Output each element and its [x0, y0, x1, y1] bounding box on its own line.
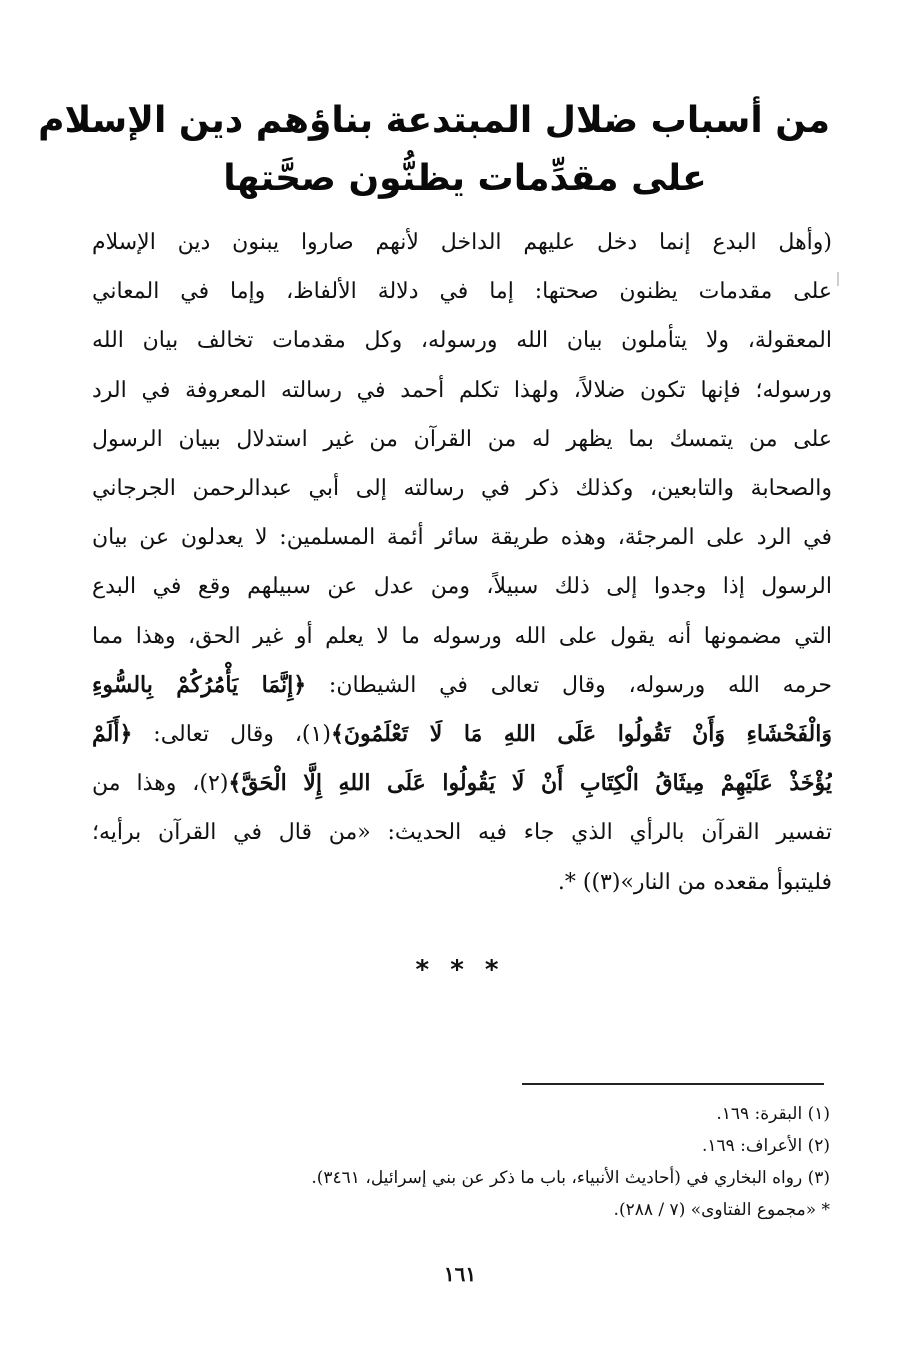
text-line: والصحابة والتابعين، وكذلك ذكر في رسالته إلى أبي عبدالرحمن الجرجاني [92, 476, 832, 502]
text-line: ورسوله؛ فإنها تكون ضلالاً، ولهذا تكلم أحمد في رسالته المعروفة في الرد [92, 377, 832, 403]
text-line: تفسير القرآن بالرأي الذي جاء فيه الحديث: «من قال في القرآن برأيه؛ [92, 820, 832, 846]
heading-line-1: من أسباب ضلال المبتدعة بناؤهم دين الإسلام [38, 100, 830, 141]
text-line: على مقدمات يظنون صحتها: إما في دلالة الألفاظ، وإما في المعاني [92, 279, 832, 305]
text-line: في الرد على المرجئة، وهذه طريقة سائر أئمة المسلمين: لا يعدلون عن بيان [92, 525, 832, 551]
line-text: حرمه الله ورسوله، وقال تعالى في الشيطان: [306, 672, 832, 698]
line-text: (١)، وقال تعالى: [132, 722, 331, 748]
text-line: فليتبوأ مقعده من النار»(٣)) *. [557, 869, 832, 895]
text-line [92, 710, 832, 759]
line-text: (٢)، وهذا من [92, 771, 229, 797]
page-number: ١٦١ [443, 1262, 477, 1286]
text-line: المعقولة، ولا يتأملون بيان الله ورسوله، وكل مقدمات تخالف بيان الله [92, 328, 832, 354]
quran-verse: وَالْفَحْشَاءِ وَأَنْ تَقُولُوا عَلَى اللهِ مَا لَا تَعْلَمُونَ﴾ [330, 721, 832, 748]
text-line [92, 759, 832, 808]
quran-verse: ﴿أَلَمْ [92, 721, 133, 748]
text-line: التي مضمونها أنه يقول على الله ورسوله ما لا يعلم أو غير الحق، وهذا مما [92, 623, 832, 649]
footnote: (٣) رواه البخاري في (أحاديث الأنبياء، باب ما ذكر عن بني إسرائيل، ٣٤٦١). [311, 1168, 830, 1188]
heading-line-2: على مقدِّمات يظنُّون صحَّتها [223, 158, 707, 199]
footnote: (٢) الأعراف: ١٦٩. [701, 1136, 830, 1156]
text-line: الرسول إذا وجدوا إلى ذلك سبيلاً، ومن عدل عن سبيلهم وقع في البدع [92, 574, 832, 600]
quran-verse: يُؤْخَذْ عَلَيْهِمْ مِيثَاقُ الْكِتَابِ أَنْ لَا يَقُولُوا عَلَى اللهِ إِلَّا الْحَقَّ﴾ [228, 770, 832, 797]
body-paragraph [92, 218, 832, 907]
footnotes [150, 1098, 830, 1226]
footnote: (١) البقرة: ١٦٩. [716, 1104, 830, 1124]
footnote: * «مجموع الفتاوى» (٧ / ٢٨٨). [613, 1200, 830, 1220]
section-separator: * * * [415, 955, 505, 985]
text-line [92, 661, 832, 710]
text-line: على من يتمسك بما يظهر له من القرآن من غير استدلال ببيان الرسول [92, 426, 832, 452]
quran-verse: ﴿إِنَّمَا يَأْمُرُكُمْ بِالسُّوءِ [92, 671, 307, 698]
text-line: (وأهل البدع إنما دخل عليهم الداخل لأنهم صاروا يبنون دين الإسلام [92, 230, 832, 255]
margin-mark [837, 272, 839, 286]
footnote-rule [522, 1083, 824, 1085]
chapter-heading [38, 92, 830, 208]
